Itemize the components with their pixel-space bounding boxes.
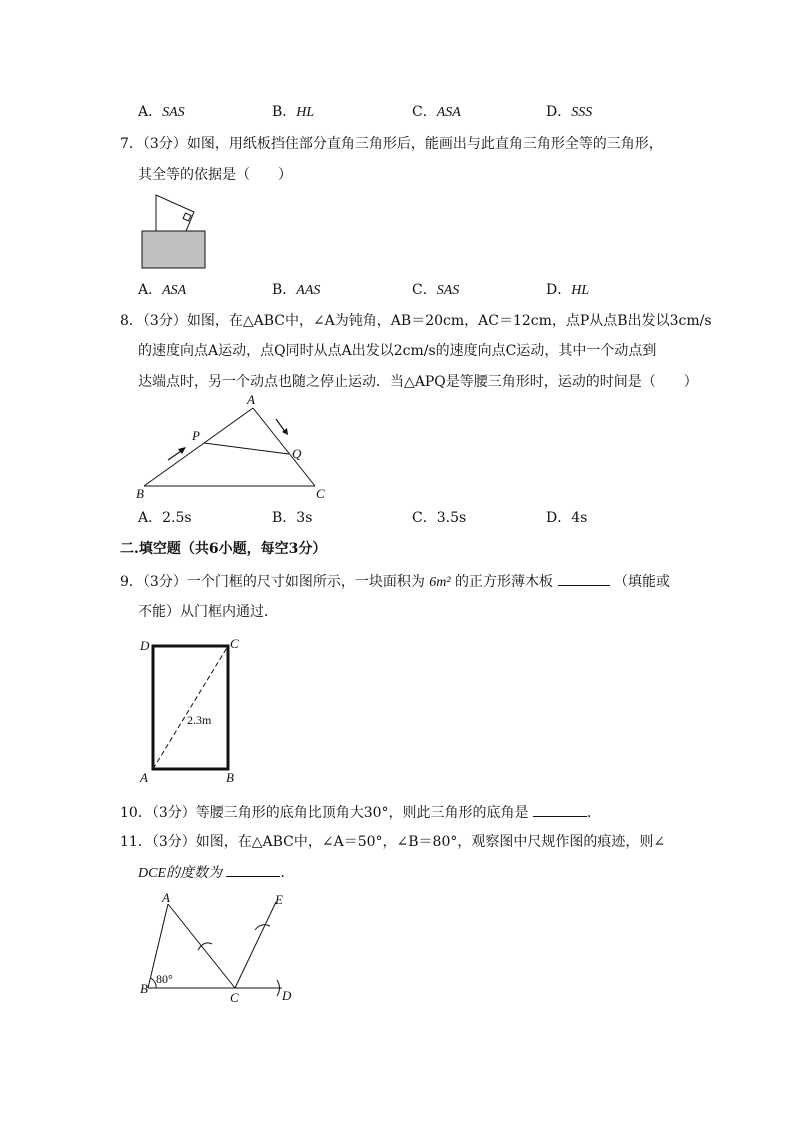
q7-figure xyxy=(138,190,210,272)
q8-figure xyxy=(132,392,338,504)
q8-option-b: B．3s xyxy=(272,510,313,526)
q8-label-q: Q xyxy=(292,446,302,461)
q8-label-p: P xyxy=(192,428,200,443)
q8-label-b: B xyxy=(136,486,144,501)
q11-answer-blank[interactable] xyxy=(226,862,280,877)
q9-diagonal-length: 2.3m xyxy=(187,713,212,727)
q8-side-ac xyxy=(253,408,315,486)
q9-stem-line2: 不能）从门框内通过． xyxy=(138,604,278,620)
q8-option-a: A．2.5s xyxy=(138,510,192,526)
q9-label-a: A xyxy=(140,770,148,785)
q7-triangle xyxy=(156,195,194,231)
q11-figure xyxy=(136,888,302,1008)
q11-angle-b-label: 80° xyxy=(156,972,173,986)
q11-label-a: A xyxy=(162,890,170,905)
q7-option-c: C．SAS xyxy=(412,282,460,298)
q11-stem-line2: DCE的度数为 ． xyxy=(138,862,294,884)
q6-option-a: A．SAS xyxy=(138,104,185,120)
q8-option-c: C．3.5s xyxy=(412,510,467,526)
q9-label-b: B xyxy=(226,770,234,785)
q7-stem-line2: 其全等的依据是（ ） xyxy=(138,167,292,183)
q9-label-c: C xyxy=(230,636,239,651)
q7-option-d: D．HL xyxy=(546,282,590,298)
q9-stem-line1: 9．（3分）一个门框的尺寸如图所示，一块面积为 6m² 的正方形薄木板 （填能或 xyxy=(120,571,670,593)
q11-ray-ce xyxy=(235,902,276,988)
q7-stem-line1: 7．（3分）如图，用纸板挡住部分直角三角形后，能画出与此直角三角形全等的三角形， xyxy=(120,136,663,152)
q10-answer-blank[interactable] xyxy=(533,802,587,817)
q11-stem-line1: 11．（3分）如图，在△ABC中，∠A＝50°，∠B＝80°，观察图中尺规作图的痕迹，则∠ xyxy=(120,834,666,850)
q8-label-a: A xyxy=(247,392,255,407)
q8-stem-line1: 8．（3分）如图，在△ABC中，∠A为钝角，AB＝20cm，AC＝12cm，点P从点B出发以3cm/s xyxy=(120,313,712,329)
q7-option-a: A．ASA xyxy=(138,282,187,298)
q8-option-d: D．4s xyxy=(546,510,588,526)
q11-label-c: C xyxy=(230,990,239,1005)
q8-segment-pq xyxy=(204,443,289,454)
q7-cardboard xyxy=(142,231,205,268)
q9-diagonal xyxy=(153,646,228,769)
q11-label-b: B xyxy=(140,981,148,996)
q6-option-d: D．SSS xyxy=(546,104,593,120)
q11-label-e: E xyxy=(275,892,283,907)
q9-figure xyxy=(136,634,246,786)
q8-stem-line2: 的速度向点A运动，点Q同时从点A出发以2cm/s的速度向点C运动，其中一个动点到 xyxy=(138,343,657,359)
q7-right-angle-mark xyxy=(183,213,191,221)
section-heading: 二.填空题（共6小题，每空3分） xyxy=(120,541,327,557)
q6-option-c: C．ASA xyxy=(412,104,461,120)
q6-option-b: B．HL xyxy=(272,104,315,120)
q9-answer-blank[interactable] xyxy=(558,571,610,586)
q8-stem-line3: 达端点时，另一个动点也随之停止运动．当△APQ是等腰三角形时，运动的时间是（ ） xyxy=(138,374,698,390)
q11-label-d: D xyxy=(282,988,292,1003)
q10-stem: 10．（3分）等腰三角形的底角比顶角大30°，则此三角形的底角是 ． xyxy=(120,802,601,823)
q7-option-b: B．AAS xyxy=(272,282,321,298)
q9-label-d: D xyxy=(140,638,150,653)
q8-label-c: C xyxy=(316,486,325,501)
